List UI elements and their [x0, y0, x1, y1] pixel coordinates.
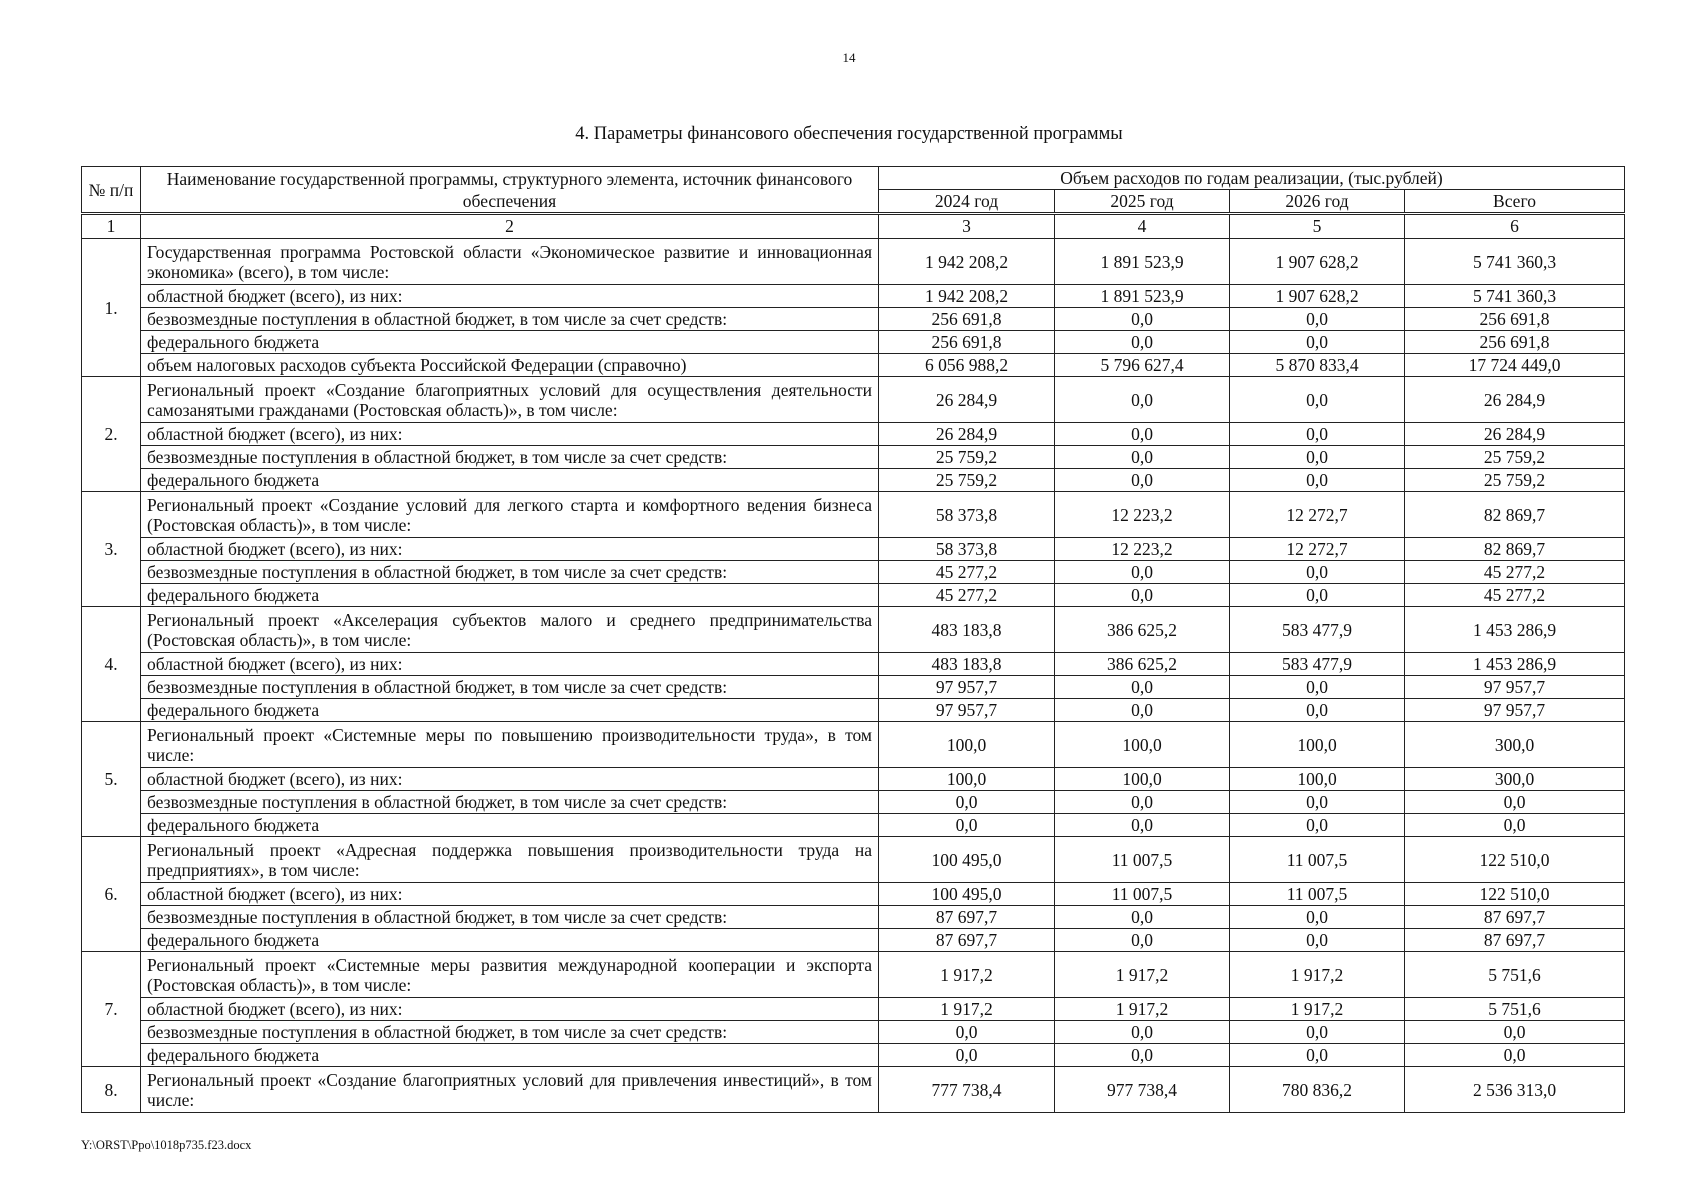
funding-source-label: федерального бюджета	[141, 699, 879, 722]
funding-source-label: областной бюджет (всего), из них:	[141, 538, 879, 561]
section-value: 1 917,2	[1230, 952, 1405, 998]
funding-source-label: областной бюджет (всего), из них:	[141, 768, 879, 791]
column-number: 3	[879, 214, 1055, 239]
funding-source-label: федерального бюджета	[141, 584, 879, 607]
funding-value: 483 183,8	[879, 653, 1055, 676]
funding-value: 5 751,6	[1405, 998, 1625, 1021]
funding-value: 45 277,2	[879, 584, 1055, 607]
funding-source-row	[82, 469, 1625, 492]
section-row	[82, 607, 1625, 653]
funding-source-label: областной бюджет (всего), из них:	[141, 883, 879, 906]
funding-source-label: безвозмездные поступления в областной бюджет, в том числе за счет средств:	[141, 308, 879, 331]
section-value: 11 007,5	[1055, 837, 1230, 883]
section-value: 122 510,0	[1405, 837, 1625, 883]
funding-value: 0,0	[1055, 469, 1230, 492]
section-value: 2 536 313,0	[1405, 1067, 1625, 1113]
section-value: 583 477,9	[1230, 607, 1405, 653]
section-number: 5.	[82, 722, 141, 837]
funding-value: 97 957,7	[1405, 676, 1625, 699]
funding-value: 97 957,7	[879, 676, 1055, 699]
section-value: 300,0	[1405, 722, 1625, 768]
funding-value: 100 495,0	[879, 883, 1055, 906]
section-row	[82, 377, 1625, 423]
header-col-group: Объем расходов по годам реализации, (тыс.рублей)	[879, 167, 1625, 190]
section-value: 12 272,7	[1230, 492, 1405, 538]
section-number: 4.	[82, 607, 141, 722]
funding-value: 87 697,7	[1405, 906, 1625, 929]
funding-value: 0,0	[1055, 929, 1230, 952]
section-title: Региональный проект «Системные меры развития международной кооперации и экспорта (Ростовская область)», в том числе:	[141, 952, 879, 998]
funding-value: 256 691,8	[1405, 308, 1625, 331]
funding-value: 58 373,8	[879, 538, 1055, 561]
financing-table	[81, 166, 1625, 1113]
funding-value: 0,0	[1230, 1044, 1405, 1067]
header-total: Всего	[1405, 190, 1625, 214]
section-title: Региональный проект «Создание благоприятных условий для осуществления деятельности самозанятыми гражданами (Ростовская область)», в том числе:	[141, 377, 879, 423]
section-number: 2.	[82, 377, 141, 492]
funding-value: 0,0	[1230, 308, 1405, 331]
funding-source-row	[82, 584, 1625, 607]
funding-value: 1 917,2	[1055, 998, 1230, 1021]
funding-value: 0,0	[1055, 584, 1230, 607]
funding-value: 25 759,2	[1405, 446, 1625, 469]
funding-source-label: федерального бюджета	[141, 814, 879, 837]
funding-source-row	[82, 423, 1625, 446]
funding-source-label: безвозмездные поступления в областной бюджет, в том числе за счет средств:	[141, 446, 879, 469]
funding-value: 0,0	[1230, 469, 1405, 492]
section-value: 26 284,9	[1405, 377, 1625, 423]
column-number: 6	[1405, 214, 1625, 239]
funding-value: 0,0	[1230, 791, 1405, 814]
funding-value: 0,0	[1055, 446, 1230, 469]
section-value: 1 917,2	[879, 952, 1055, 998]
funding-value: 45 277,2	[1405, 561, 1625, 584]
funding-value: 386 625,2	[1055, 653, 1230, 676]
funding-value: 87 697,7	[879, 906, 1055, 929]
funding-source-row	[82, 354, 1625, 377]
funding-value: 0,0	[1055, 331, 1230, 354]
funding-source-label: безвозмездные поступления в областной бюджет, в том числе за счет средств:	[141, 906, 879, 929]
funding-source-row	[82, 1021, 1625, 1044]
section-title: Региональный проект «Системные меры по повышению производительности труда», в том числе:	[141, 722, 879, 768]
funding-source-label: областной бюджет (всего), из них:	[141, 423, 879, 446]
section-number: 7.	[82, 952, 141, 1067]
funding-value: 0,0	[1230, 331, 1405, 354]
section-value: 1 891 523,9	[1055, 239, 1230, 285]
funding-value: 17 724 449,0	[1405, 354, 1625, 377]
funding-source-row	[82, 308, 1625, 331]
section-row	[82, 492, 1625, 538]
funding-source-row	[82, 446, 1625, 469]
page-number: 14	[842, 50, 856, 65]
funding-value: 0,0	[1055, 699, 1230, 722]
funding-value: 1 942 208,2	[879, 285, 1055, 308]
funding-source-row	[82, 814, 1625, 837]
funding-value: 0,0	[879, 1044, 1055, 1067]
funding-value: 0,0	[879, 814, 1055, 837]
funding-value: 122 510,0	[1405, 883, 1625, 906]
section-value: 100,0	[1230, 722, 1405, 768]
funding-value: 1 917,2	[879, 998, 1055, 1021]
column-number: 2	[141, 214, 879, 239]
funding-value: 26 284,9	[1405, 423, 1625, 446]
funding-source-row	[82, 699, 1625, 722]
funding-value: 256 691,8	[1405, 331, 1625, 354]
header-year-2026: 2026 год	[1230, 190, 1405, 214]
funding-source-label: областной бюджет (всего), из них:	[141, 998, 879, 1021]
funding-value: 12 272,7	[1230, 538, 1405, 561]
header-col-name: Наименование государственной программы, структурного элемента, источник финансового обеспечения	[141, 167, 879, 214]
funding-value: 12 223,2	[1055, 538, 1230, 561]
funding-value: 583 477,9	[1230, 653, 1405, 676]
section-value: 780 836,2	[1230, 1067, 1405, 1113]
funding-value: 0,0	[1230, 561, 1405, 584]
section-number: 6.	[82, 837, 141, 952]
funding-source-row	[82, 929, 1625, 952]
funding-value: 5 796 627,4	[1055, 354, 1230, 377]
funding-value: 1 907 628,2	[1230, 285, 1405, 308]
funding-source-row	[82, 768, 1625, 791]
funding-value: 1 891 523,9	[1055, 285, 1230, 308]
funding-source-row	[82, 538, 1625, 561]
funding-source-label: безвозмездные поступления в областной бюджет, в том числе за счет средств:	[141, 676, 879, 699]
funding-value: 97 957,7	[1405, 699, 1625, 722]
section-value: 100 495,0	[879, 837, 1055, 883]
section-value: 100,0	[1055, 722, 1230, 768]
funding-source-label: федерального бюджета	[141, 469, 879, 492]
funding-source-label: безвозмездные поступления в областной бюджет, в том числе за счет средств:	[141, 561, 879, 584]
funding-value: 87 697,7	[1405, 929, 1625, 952]
funding-source-row	[82, 998, 1625, 1021]
section-title: Региональный проект «Адресная поддержка повышения производительности труда на предприятиях», в том числе:	[141, 837, 879, 883]
section-row	[82, 837, 1625, 883]
section-value: 11 007,5	[1230, 837, 1405, 883]
funding-source-row	[82, 653, 1625, 676]
funding-value: 300,0	[1405, 768, 1625, 791]
section-row	[82, 952, 1625, 998]
section-number: 1.	[82, 239, 141, 377]
funding-source-label: безвозмездные поступления в областной бюджет, в том числе за счет средств:	[141, 791, 879, 814]
document-title: 4. Параметры финансового обеспечения государственной программы	[575, 124, 1123, 144]
funding-value: 0,0	[1055, 906, 1230, 929]
section-value: 483 183,8	[879, 607, 1055, 653]
section-value: 977 738,4	[1055, 1067, 1230, 1113]
section-value: 386 625,2	[1055, 607, 1230, 653]
funding-source-row	[82, 883, 1625, 906]
funding-value: 0,0	[1055, 423, 1230, 446]
funding-value: 82 869,7	[1405, 538, 1625, 561]
funding-value: 0,0	[1230, 676, 1405, 699]
funding-value: 0,0	[1230, 423, 1405, 446]
column-number: 5	[1230, 214, 1405, 239]
section-number: 3.	[82, 492, 141, 607]
section-row	[82, 1067, 1625, 1113]
funding-value: 100,0	[879, 768, 1055, 791]
file-path-footer: Y:\ORST\Ppo\1018p735.f23.docx	[81, 1138, 252, 1152]
section-value: 0,0	[1230, 377, 1405, 423]
column-number: 4	[1055, 214, 1230, 239]
funding-value: 1 453 286,9	[1405, 653, 1625, 676]
funding-value: 0,0	[1055, 791, 1230, 814]
section-value: 1 453 286,9	[1405, 607, 1625, 653]
funding-source-row	[82, 791, 1625, 814]
funding-value: 45 277,2	[879, 561, 1055, 584]
section-title: Региональный проект «Акселерация субъектов малого и среднего предпринимательства (Ростовская область)», в том числе:	[141, 607, 879, 653]
funding-source-row	[82, 331, 1625, 354]
funding-value: 25 759,2	[1405, 469, 1625, 492]
section-title: Региональный проект «Создание условий для легкого старта и комфортного ведения бизнеса (Ростовская область)», в том числе:	[141, 492, 879, 538]
funding-value: 256 691,8	[879, 308, 1055, 331]
funding-value: 6 056 988,2	[879, 354, 1055, 377]
funding-value: 0,0	[1055, 676, 1230, 699]
funding-value: 26 284,9	[879, 423, 1055, 446]
section-title: Региональный проект «Создание благоприятных условий для привлечения инвестиций», в том числе:	[141, 1067, 879, 1113]
header-year-2024: 2024 год	[879, 190, 1055, 214]
section-value: 5 751,6	[1405, 952, 1625, 998]
funding-value: 0,0	[1230, 906, 1405, 929]
section-number: 8.	[82, 1067, 141, 1113]
funding-value: 0,0	[1055, 814, 1230, 837]
funding-value: 0,0	[1230, 584, 1405, 607]
section-value: 1 917,2	[1055, 952, 1230, 998]
funding-source-row	[82, 906, 1625, 929]
funding-value: 0,0	[1230, 1021, 1405, 1044]
funding-value: 11 007,5	[1055, 883, 1230, 906]
funding-value: 0,0	[879, 1021, 1055, 1044]
funding-value: 45 277,2	[1405, 584, 1625, 607]
funding-value: 100,0	[1055, 768, 1230, 791]
funding-value: 5 870 833,4	[1230, 354, 1405, 377]
funding-value: 25 759,2	[879, 469, 1055, 492]
section-title: Государственная программа Ростовской области «Экономическое развитие и инновационная экономика» (всего), в том числе:	[141, 239, 879, 285]
funding-value: 11 007,5	[1230, 883, 1405, 906]
funding-value: 1 917,2	[1230, 998, 1405, 1021]
funding-value: 0,0	[1055, 1044, 1230, 1067]
funding-value: 97 957,7	[879, 699, 1055, 722]
funding-value: 0,0	[879, 791, 1055, 814]
funding-value: 87 697,7	[879, 929, 1055, 952]
funding-source-row	[82, 561, 1625, 584]
funding-value: 0,0	[1230, 929, 1405, 952]
funding-value: 0,0	[1405, 791, 1625, 814]
section-value: 58 373,8	[879, 492, 1055, 538]
section-value: 12 223,2	[1055, 492, 1230, 538]
funding-value: 0,0	[1055, 561, 1230, 584]
column-number: 1	[82, 214, 141, 239]
section-value: 1 907 628,2	[1230, 239, 1405, 285]
funding-source-label: областной бюджет (всего), из них:	[141, 653, 879, 676]
section-value: 777 738,4	[879, 1067, 1055, 1113]
funding-value: 100,0	[1230, 768, 1405, 791]
funding-source-label: безвозмездные поступления в областной бюджет, в том числе за счет средств:	[141, 1021, 879, 1044]
section-value: 26 284,9	[879, 377, 1055, 423]
funding-source-row	[82, 676, 1625, 699]
header-year-2025: 2025 год	[1055, 190, 1230, 214]
table-body	[82, 239, 1625, 1113]
funding-source-row	[82, 1044, 1625, 1067]
section-value: 82 869,7	[1405, 492, 1625, 538]
funding-value: 0,0	[1405, 1044, 1625, 1067]
section-value: 1 942 208,2	[879, 239, 1055, 285]
section-value: 5 741 360,3	[1405, 239, 1625, 285]
section-row	[82, 239, 1625, 285]
funding-value: 0,0	[1230, 814, 1405, 837]
funding-source-label: федерального бюджета	[141, 1044, 879, 1067]
funding-source-label: федерального бюджета	[141, 929, 879, 952]
section-value: 100,0	[879, 722, 1055, 768]
funding-value: 256 691,8	[879, 331, 1055, 354]
section-row	[82, 722, 1625, 768]
funding-value: 0,0	[1230, 699, 1405, 722]
section-value: 0,0	[1055, 377, 1230, 423]
funding-value: 25 759,2	[879, 446, 1055, 469]
funding-source-label: объем налоговых расходов субъекта Российской Федерации (справочно)	[141, 354, 879, 377]
funding-value: 0,0	[1055, 308, 1230, 331]
funding-value: 0,0	[1230, 446, 1405, 469]
funding-source-label: федерального бюджета	[141, 331, 879, 354]
funding-source-row	[82, 285, 1625, 308]
funding-value: 0,0	[1405, 814, 1625, 837]
funding-value: 0,0	[1055, 1021, 1230, 1044]
header-col-no: № п/п	[82, 167, 141, 214]
funding-value: 0,0	[1405, 1021, 1625, 1044]
funding-value: 5 741 360,3	[1405, 285, 1625, 308]
funding-source-label: областной бюджет (всего), из них:	[141, 285, 879, 308]
